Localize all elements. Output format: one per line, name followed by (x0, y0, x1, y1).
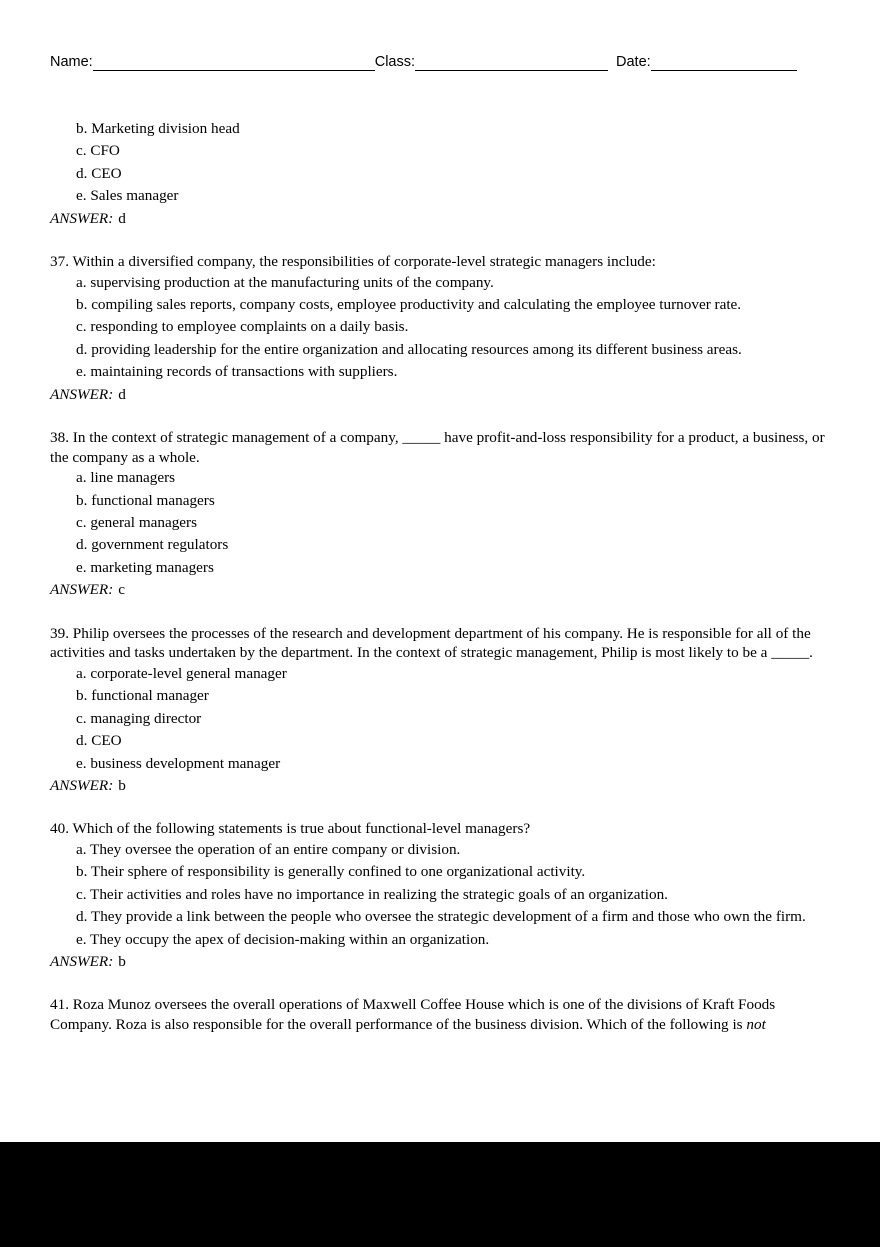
question-stem: 38. In the context of strategic management of a company, _____ have profit-and-loss responsibility for a product, a business, or the company as a whole. (50, 429, 825, 466)
option-item[interactable]: e. business development manager (76, 754, 281, 772)
question-block-40 (50, 819, 832, 973)
option-list (50, 663, 832, 775)
name-input-rule[interactable] (93, 56, 375, 71)
option-item[interactable]: c. Their activities and roles have no importance in realizing the strategic goals of an organization. (76, 885, 668, 903)
option-list (50, 467, 832, 579)
question-stem (50, 995, 832, 1034)
block-spacer (50, 797, 832, 819)
block-spacer (50, 230, 832, 252)
question-block-41 (50, 995, 832, 1034)
date-label: Date: (616, 54, 651, 70)
option-item[interactable]: d. CEO (76, 732, 122, 750)
answer-label: ANSWER: (50, 581, 114, 599)
option-item[interactable]: b. functional manager (76, 687, 209, 705)
option-list (50, 272, 832, 384)
option-list (50, 839, 832, 951)
answer-line (50, 951, 832, 973)
answer-value: b (118, 776, 126, 794)
option-item[interactable]: a. supervising production at the manufacturing units of the company. (76, 273, 494, 291)
option-item[interactable]: d. government regulators (76, 536, 229, 554)
option-item[interactable]: c. general managers (76, 514, 198, 532)
option-item[interactable]: a. corporate-level general manager (76, 664, 287, 682)
answer-label: ANSWER: (50, 385, 114, 403)
question-block-37 (50, 252, 832, 406)
name-label: Name: (50, 54, 93, 70)
option-item[interactable]: d. providing leadership for the entire organization and allocating resources among its different business areas. (76, 340, 742, 358)
class-label: Class: (374, 54, 416, 70)
question-stem-text: 41. Roza Munoz oversees the overall operations of Maxwell Coffee House which is one of the divisions of Kraft Foods Company. Roza is also responsible for the overall performance of the business division. Which of the following is (50, 996, 776, 1033)
question-block-39 (50, 624, 832, 798)
option-item[interactable]: b. Marketing division head (76, 120, 240, 137)
date-field[interactable] (616, 54, 797, 71)
answer-value: d (118, 385, 126, 403)
answer-line (50, 208, 832, 230)
option-item[interactable]: b. functional managers (76, 491, 215, 509)
document-header (50, 47, 830, 71)
question-stem: 39. Philip oversees the processes of the research and development department of his company. He is responsible for all of the activities and tasks undertaken by the department. In the context of strategic management, Philip is most likely to be a _____. (50, 624, 813, 662)
answer-label: ANSWER: (50, 776, 114, 794)
option-item[interactable]: e. They occupy the apex of decision-making within an organization. (76, 930, 490, 948)
option-item[interactable]: e. maintaining records of transactions with suppliers. (76, 363, 398, 381)
option-item[interactable]: b. compiling sales reports, company costs, employee productivity and calculating the employee turnover rate. (76, 296, 742, 314)
question-block-38 (50, 428, 832, 602)
question-stem-emphasis: not (746, 1015, 766, 1033)
option-item[interactable]: d. CEO (76, 164, 122, 182)
continued-question-block (50, 118, 832, 230)
question-list (50, 118, 832, 1035)
answer-value: b (118, 952, 126, 970)
class-field[interactable] (375, 54, 608, 71)
answer-line (50, 579, 832, 601)
date-input-rule[interactable] (651, 56, 797, 71)
block-spacer (50, 973, 832, 995)
option-item[interactable]: e. marketing managers (76, 558, 214, 576)
block-spacer (50, 406, 832, 428)
block-spacer (50, 602, 832, 624)
question-stem: 37. Within a diversified company, the responsibilities of corporate-level strategic managers include: (50, 253, 656, 271)
answer-label: ANSWER: (50, 209, 114, 227)
option-item[interactable]: e. Sales manager (76, 187, 179, 205)
option-list (50, 118, 832, 208)
answer-label: ANSWER: (50, 952, 114, 970)
option-item[interactable]: c. managing director (76, 709, 202, 727)
option-item[interactable]: a. line managers (76, 469, 176, 487)
class-input-rule[interactable] (415, 56, 608, 71)
option-item[interactable]: d. They provide a link between the people who oversee the strategic development of a firm and those who own the firm. (76, 908, 806, 926)
question-stem: 40. Which of the following statements is true about functional-level managers? (50, 820, 531, 838)
option-item[interactable]: b. Their sphere of responsibility is generally confined to one organizational activity. (76, 863, 586, 881)
answer-value: d (118, 209, 126, 227)
option-item[interactable]: a. They oversee the operation of an entire company or division. (76, 840, 461, 858)
option-item[interactable]: c. responding to employee complaints on a daily basis. (76, 318, 409, 336)
answer-line (50, 775, 832, 797)
answer-line (50, 384, 832, 406)
option-item[interactable]: c. CFO (76, 142, 120, 160)
answer-value: c (118, 581, 126, 599)
name-field[interactable] (50, 54, 375, 71)
page-bottom-black-bar (0, 1142, 880, 1247)
